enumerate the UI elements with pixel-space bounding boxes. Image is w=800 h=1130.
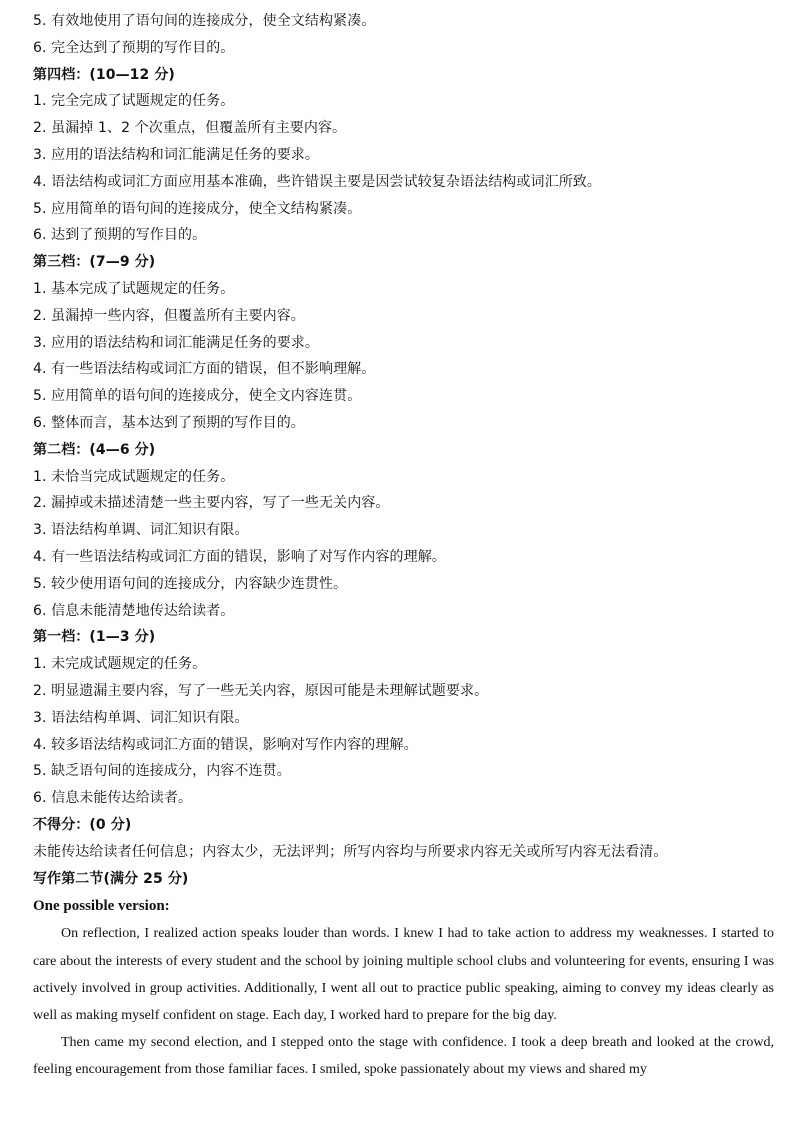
essay-paragraph: On reflection, I realized action speaks louder than words. I knew I had to take action to address my weaknesses. I started to care about the interests of every student and the school by joining multiple school clubs and volunteering for events, ensuring I was actively involved in group activities. Additionally, I went all out to practice public speaking, aiming to convey my ideas clearly as well as making myself confident on stage. Each day, I worked hard to prepare for the big day. [33, 926, 774, 1023]
criteria-line: 5. 较少使用语句间的连接成分，内容缺少连贯性。 [33, 575, 348, 592]
section-heading: 第四档：(10—12 分) [33, 66, 175, 83]
criteria-line: 4. 有一些语法结构或词汇方面的错误，但不影响理解。 [33, 361, 376, 378]
criteria-line: 2. 明显遗漏主要内容，写了一些无关内容，原因可能是未理解试题要求。 [33, 682, 489, 699]
section-heading: 第三档：(7—9 分) [33, 254, 156, 271]
criteria-line: 6. 完全达到了预期的写作目的。 [33, 39, 235, 56]
section-heading: 第二档：(4—6 分) [33, 441, 156, 458]
criteria-line: 3. 应用的语法结构和词汇能满足任务的要求。 [33, 146, 320, 163]
sample-essay [33, 920, 774, 1083]
criteria-line: 1. 未恰当完成试题规定的任务。 [33, 468, 235, 485]
criteria-line: 1. 完全完成了试题规定的任务。 [33, 93, 235, 110]
scoring-criteria [33, 8, 774, 892]
essay-paragraph: Then came my second election, and I stepped onto the stage with confidence. I took a deep breath and looked at the crowd, feeling encouragement from those familiar faces. I smiled, spoke passionately about my views and shared my [33, 1035, 774, 1078]
criteria-line: 3. 应用的语法结构和词汇能满足任务的要求。 [33, 334, 320, 351]
criteria-line: 3. 语法结构单调、词汇知识有限。 [33, 522, 249, 539]
criteria-line: 5. 有效地使用了语句间的连接成分，使全文结构紧凑。 [33, 13, 376, 29]
criteria-line: 6. 整体而言，基本达到了预期的写作目的。 [33, 414, 305, 431]
section-heading: 第一档：(1—3 分) [33, 629, 156, 646]
criteria-line: 4. 较多语法结构或词汇方面的错误，影响对写作内容的理解。 [33, 736, 418, 753]
criteria-line: 2. 虽漏掉 1、2 个次重点，但覆盖所有主要内容。 [33, 120, 347, 137]
section-heading: 不得分：(0 分) [33, 816, 132, 833]
criteria-line: 5. 应用简单的语句间的连接成分，使全文内容连贯。 [33, 388, 362, 405]
criteria-line: 未能传达给读者任何信息；内容太少，无法评判；所写内容均与所要求内容无关或所写内容无法看清。 [33, 843, 668, 860]
criteria-line: 1. 未完成试题规定的任务。 [33, 656, 207, 673]
criteria-line: 4. 语法结构或词汇方面应用基本准确，些许错误主要是因尝试较复杂语法结构或词汇所致。 [33, 173, 602, 190]
criteria-line: 4. 有一些语法结构或词汇方面的错误，影响了对写作内容的理解。 [33, 548, 446, 565]
criteria-line: 6. 达到了预期的写作目的。 [33, 227, 207, 244]
criteria-line: 5. 应用简单的语句间的连接成分，使全文结构紧凑。 [33, 200, 362, 217]
criteria-line: 6. 信息未能传达给读者。 [33, 790, 193, 807]
criteria-line: 2. 虽漏掉一些内容，但覆盖所有主要内容。 [33, 307, 305, 324]
criteria-line: 2. 漏掉或未描述清楚一些主要内容，写了一些无关内容。 [33, 495, 390, 512]
section-heading: 写作第二节(满分 25 分) [33, 870, 189, 887]
version-heading: One possible version: [33, 898, 170, 915]
criteria-line: 1. 基本完成了试题规定的任务。 [33, 280, 235, 297]
criteria-line: 3. 语法结构单调、词汇知识有限。 [33, 709, 249, 726]
criteria-line: 6. 信息未能清楚地传达给读者。 [33, 602, 235, 619]
criteria-line: 5. 缺乏语句间的连接成分，内容不连贯。 [33, 763, 291, 780]
